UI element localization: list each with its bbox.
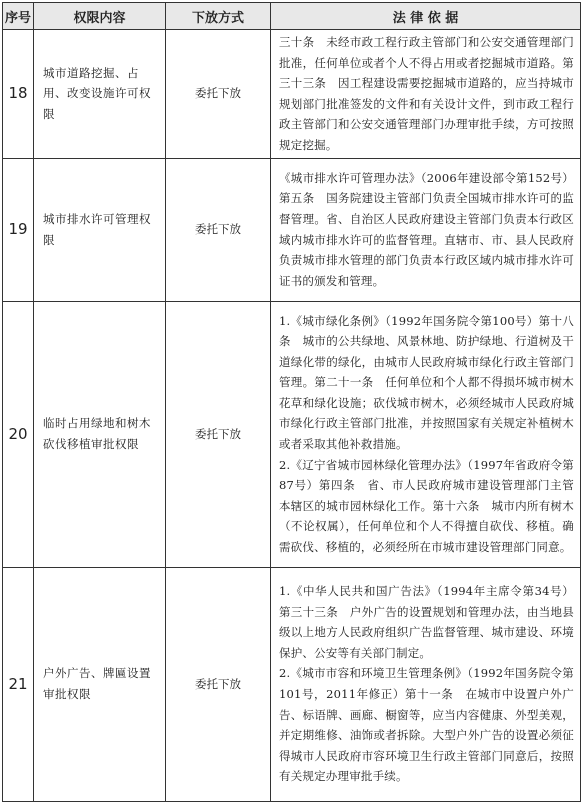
row-mode: 委托下放 xyxy=(166,301,271,567)
legal-paragraph: 2.《辽宁省城市园林绿化管理办法》（1997年省政府令第87号）第四条 省、市人民政府城市建设管理部门主管本辖区的城市园林绿化工作。第十六条 城市内所有树木（不论权属），任何单位和个人不得擅自砍伐、移植。确需砍伐、移植的，必须经所在市城市建设管理部门同意。 xyxy=(279,457,574,555)
table-row xyxy=(3,158,581,301)
row-legal-basis xyxy=(271,158,581,301)
header-content: 权限内容 xyxy=(34,3,166,30)
row-content: 城市道路挖掘、占用、改变设施许可权限 xyxy=(34,30,166,159)
row-legal-basis xyxy=(271,301,581,567)
header-mode: 下放方式 xyxy=(166,3,271,30)
row-content: 临时占用绿地和树木砍伐移植审批权限 xyxy=(34,301,166,567)
header-number: 序号 xyxy=(3,3,34,30)
legal-paragraph: 1.《城市绿化条例》（1992年国务院令第100号）第十八条 城市的公共绿地、风景林地、防护绿地、行道树及干道绿化带的绿化，由城市人民政府城市绿化行政主管部门管理。第二十一条 任何单位和个人都不得损坏城市树木花草和绿化设施；砍伐城市树木，必须经城市人民政府城市绿化行政主管部门批准，并按照国家有关规定补植树木或者采取其他补救措施。 xyxy=(279,313,574,452)
table-row xyxy=(3,30,581,159)
legal-paragraph: 1.《中华人民共和国广告法》（1994年主席令第34号）第三十三条 户外广告的设置规划和管理办法，由当地县级以上地方人民政府组织广告监督管理、城市建设、环境保护、公安等有关部门制定。 xyxy=(279,584,574,660)
legal-paragraph: 2.《城市市容和环境卫生管理条例》（1992年国务院令第101号，2011年修正）第十一条 在城市中设置户外广告、标语牌、画廊、橱窗等，应当内容健康、外型美观，并定期维修、油饰或者拆除。大型户外广告的设置必须征得城市人民政府市容环境卫生行政主管部门同意后，按照有关规定办理审批手续。 xyxy=(279,666,574,784)
row-number: 20 xyxy=(3,301,34,567)
row-number: 18 xyxy=(3,30,34,159)
header-legal-basis: 法 律 依 据 xyxy=(271,3,581,30)
legal-paragraph: 三十条 未经市政工程行政主管部门和公安交通管理部门批准，任何单位或者个人不得占用或者挖掘城市道路。第三十三条 因工程建设需要挖掘城市道路的，应当持城市规划部门批准签发的文件和有关设计文件，到市政工程行政主管部门和公安交通管理部门办理审批手续，方可按照规定挖掘。 xyxy=(279,35,574,152)
row-content: 城市排水许可管理权限 xyxy=(34,158,166,301)
authority-table xyxy=(2,2,581,802)
row-legal-basis xyxy=(271,567,581,801)
legal-paragraph: 《城市排水许可管理办法》（2006年建设部令第152号）第五条 国务院建设主管部门负责全国城市排水许可的监督管理。省、自治区人民政府建设主管部门负责本行政区域内城市排水许可的监督管理。直辖市、市、县人民政府负责城市排水管理的部门负责本行政区域内城市排水许可证书的颁发和管理。 xyxy=(279,170,574,288)
row-number: 21 xyxy=(3,567,34,801)
row-legal-basis xyxy=(271,30,581,159)
row-content: 户外广告、牌匾设置审批权限 xyxy=(34,567,166,801)
table-row xyxy=(3,567,581,801)
table-header-row xyxy=(3,3,581,30)
row-number: 19 xyxy=(3,158,34,301)
row-mode: 委托下放 xyxy=(166,158,271,301)
row-mode: 委托下放 xyxy=(166,567,271,801)
table-row xyxy=(3,301,581,567)
row-mode: 委托下放 xyxy=(166,30,271,159)
